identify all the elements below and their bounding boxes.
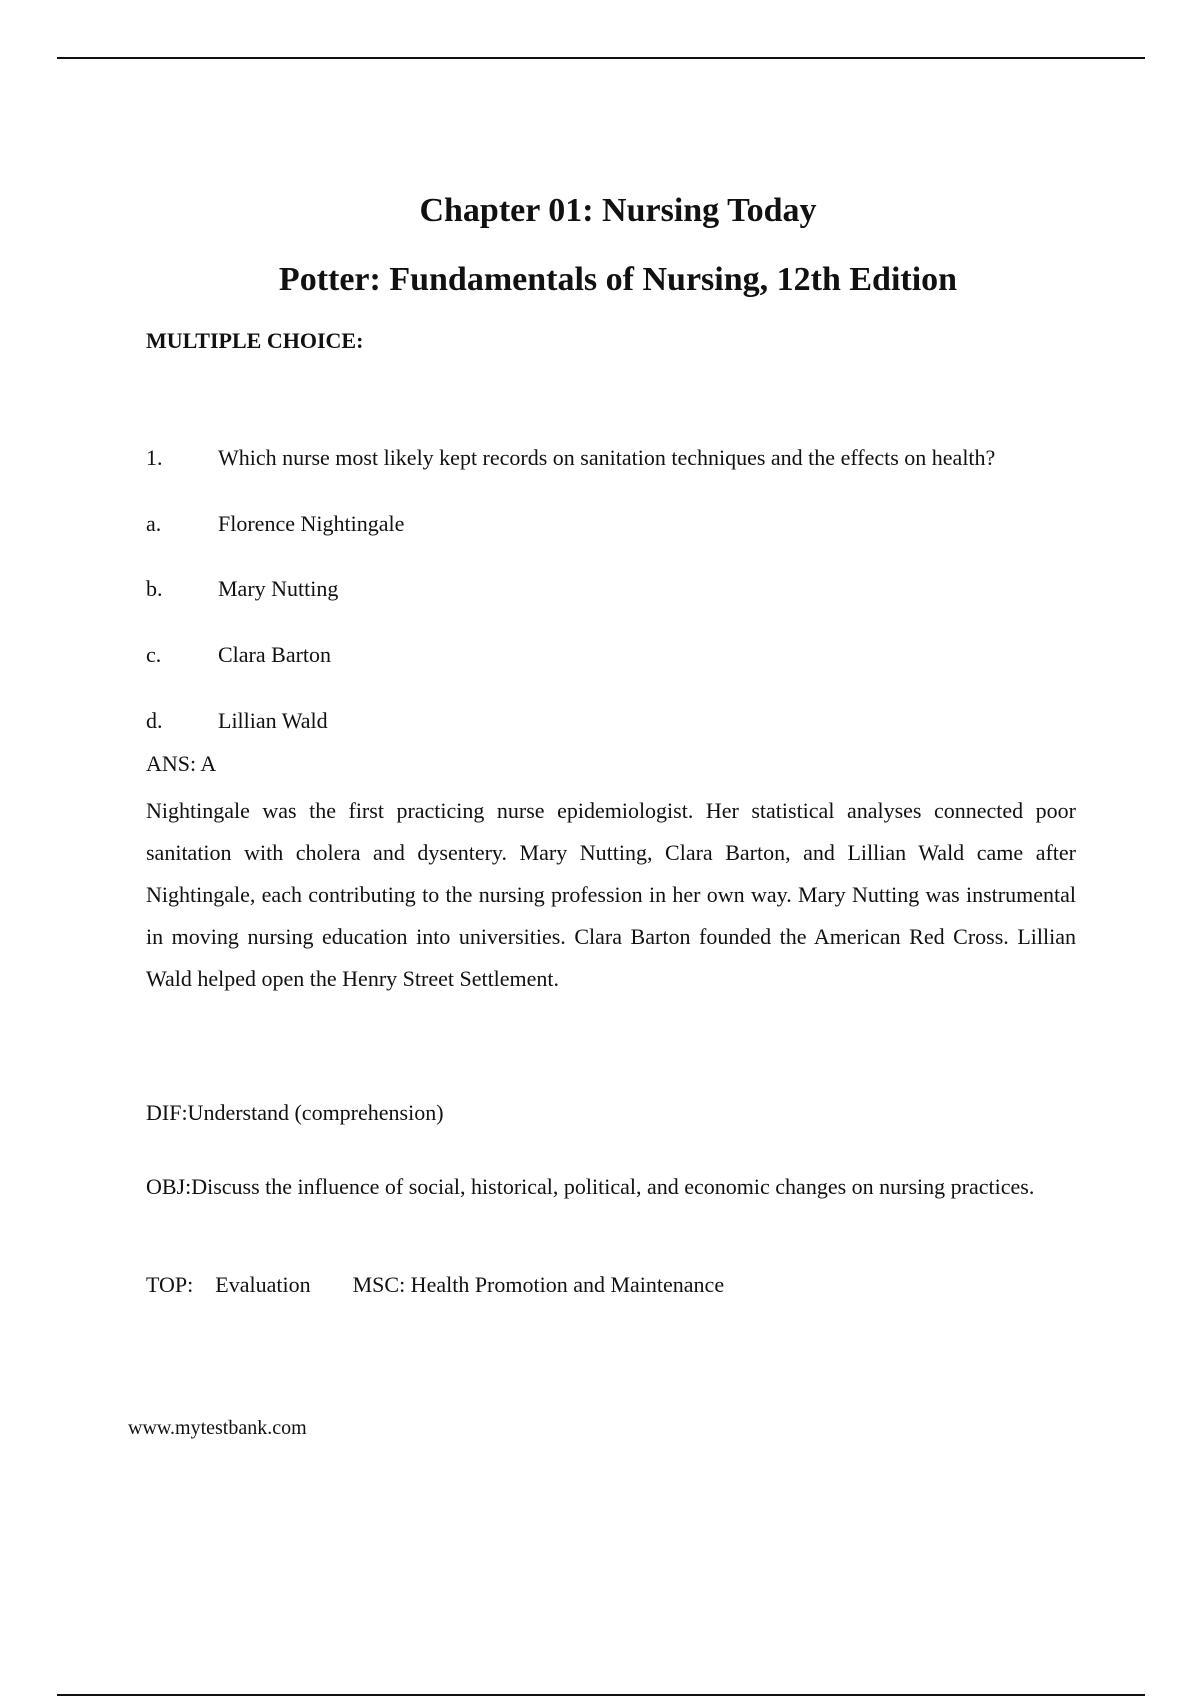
option-letter: d. bbox=[146, 708, 163, 733]
objective-line: OBJ:Discuss the influence of social, historical, political, and economic changes on nursing practices. bbox=[146, 1174, 1035, 1199]
answer-rationale: Nightingale was the first practicing nurse epidemiologist. Her statistical analyses connected poor sanitation with cholera and dysentery. Mary Nutting, Clara Barton, and Lillian Wald came after Nightingale, each contributing to the nursing profession in her own way. Mary Nutting was instrumental in moving nursing education into universities. Clara Barton founded the American Red Cross. Lillian Wald helped open the Henry Street Settlement. bbox=[146, 798, 1076, 991]
top-rule bbox=[57, 57, 1145, 59]
topic-value: Evaluation bbox=[215, 1272, 311, 1297]
msc-line: MSC: Health Promotion and Maintenance bbox=[352, 1272, 725, 1297]
question-number: 1. bbox=[146, 445, 163, 470]
option-text: Mary Nutting bbox=[218, 576, 339, 601]
difficulty-line: DIF:Understand (comprehension) bbox=[146, 1100, 444, 1125]
option-b bbox=[146, 575, 338, 603]
option-letter: b. bbox=[146, 576, 163, 601]
bottom-rule bbox=[57, 1694, 1145, 1696]
topic-label: TOP: bbox=[146, 1272, 194, 1297]
option-text: Clara Barton bbox=[218, 642, 332, 667]
option-c bbox=[146, 641, 331, 669]
footer-url: www.mytestbank.com bbox=[128, 1417, 307, 1439]
section-heading: MULTIPLE CHOICE: bbox=[146, 328, 364, 353]
option-letter: c. bbox=[146, 642, 162, 667]
question-row bbox=[146, 444, 995, 472]
book-title: Potter: Fundamentals of Nursing, 12th Edition bbox=[278, 261, 958, 298]
chapter-title: Chapter 01: Nursing Today bbox=[419, 192, 817, 229]
option-text: Florence Nightingale bbox=[218, 511, 405, 536]
topic-line bbox=[146, 1271, 724, 1299]
option-text: Lillian Wald bbox=[218, 708, 328, 733]
answer-key: ANS: A bbox=[146, 751, 217, 776]
option-d bbox=[146, 707, 328, 735]
option-letter: a. bbox=[146, 511, 162, 536]
question-text: Which nurse most likely kept records on sanitation techniques and the effects on health? bbox=[218, 445, 996, 470]
option-a bbox=[146, 510, 404, 538]
